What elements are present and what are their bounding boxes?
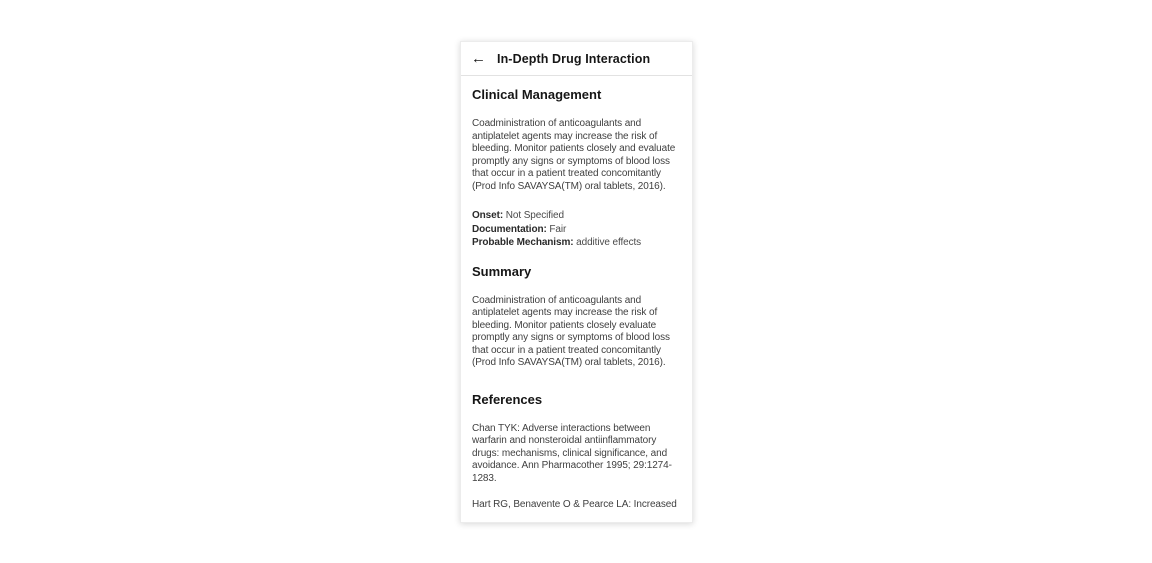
probable-mechanism-row	[472, 236, 681, 250]
summary-heading: Summary	[472, 263, 532, 279]
interaction-details	[472, 209, 681, 250]
references-heading: References	[472, 391, 543, 407]
panel-header	[461, 42, 692, 76]
panel-scroll-area[interactable]	[461, 76, 692, 522]
back-button[interactable]	[471, 51, 486, 66]
panel-title: In-Depth Drug Interaction	[497, 51, 651, 66]
clinical-management-text: Coadministration of anticoagulants and antiplatelet agents may increase the risk of bleeding. Monitor patients closely and evaluate promptly any signs or symptoms of blood loss that occur in a patient treated concomitantly (Prod Info SAVAYSA(TM) oral tablets, 2016).	[472, 118, 676, 192]
onset-label: Onset:	[472, 210, 504, 221]
reference-item: Hart RG, Benavente O & Pearce LA: Increased	[472, 499, 677, 510]
clinical-management-heading: Clinical Management	[472, 87, 602, 102]
documentation-row	[472, 223, 681, 237]
drug-interaction-panel	[460, 41, 693, 523]
documentation-label: Documentation:	[472, 223, 547, 235]
back-arrow-icon: ←	[471, 50, 486, 67]
probable-mechanism-value: additive effects	[576, 237, 642, 248]
probable-mechanism-label: Probable Mechanism:	[472, 237, 574, 248]
onset-row	[472, 209, 681, 223]
reference-item: Chan TYK: Adverse interactions between warfarin and nonsteroidal antiinflammatory drugs: mechanisms, clinical significance, and avoidance. Ann Pharmacother 1995; 29:1274-1283.	[472, 422, 672, 484]
documentation-value: Fair	[549, 223, 567, 235]
summary-text: Coadministration of anticoagulants and antiplatelet agents may increase the risk of bleeding. Monitor patients closely evaluate promptly any signs or symptoms of blood loss that occur in a patient treated concomitantly (Prod Info SAVAYSA(TM) oral tablets, 2016).	[472, 294, 670, 368]
onset-value: Not Specified	[505, 210, 564, 221]
